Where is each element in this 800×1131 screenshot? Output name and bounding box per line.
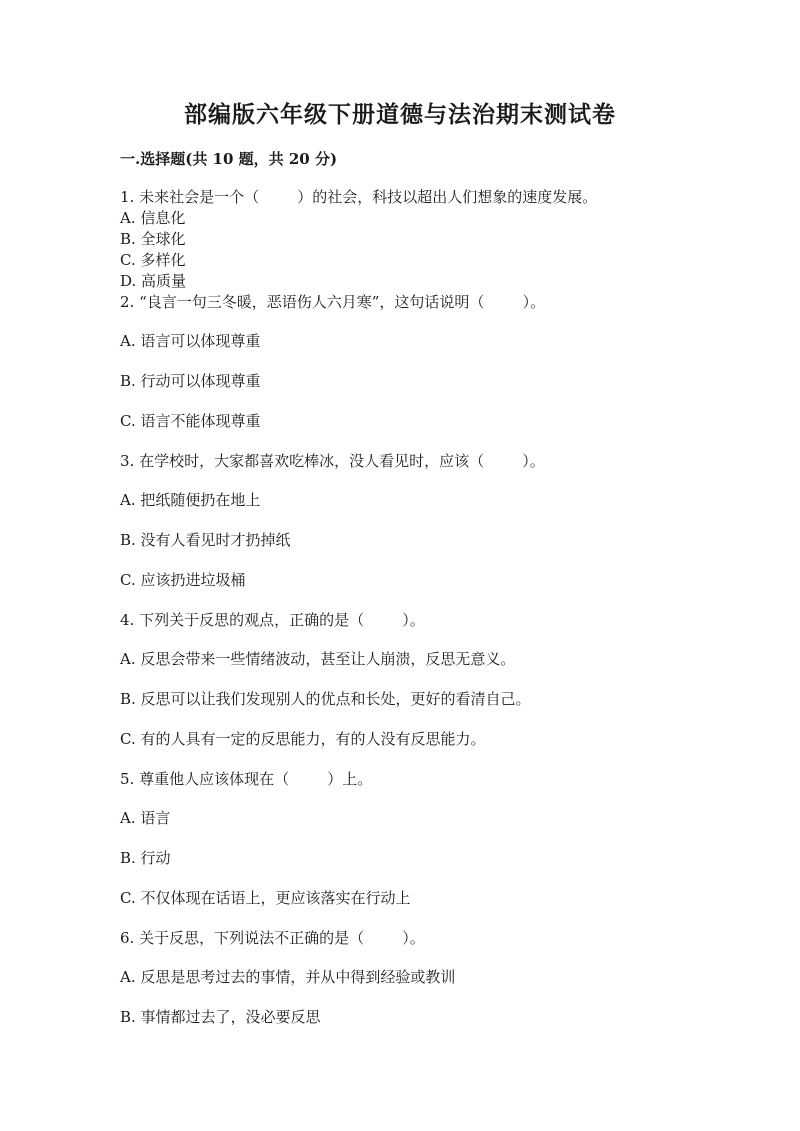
question-5-option-c: C. 不仅体现在话语上，更应该落实在行动上 [120, 889, 411, 907]
question-1-option-a: A. 信息化 [120, 209, 186, 227]
question-6-stem: 6. 关于反思，下列说法不正确的是（ ）。 [120, 929, 425, 947]
question-4-stem: 4. 下列关于反思的观点，正确的是（ ）。 [120, 611, 425, 629]
question-1-stem: 1. 未来社会是一个（ ）的社会，科技以超出人们想象的速度发展。 [120, 188, 598, 206]
question-5-option-b: B. 行动 [120, 849, 171, 867]
page-title: 部编版六年级下册道德与法治期末测试卷 [184, 101, 616, 128]
question-6-option-a: A. 反思是思考过去的事情，并从中得到经验或教训 [120, 968, 456, 986]
question-5-stem: 5. 尊重他人应该体现在（ ）上。 [120, 770, 373, 788]
question-6-option-b: B. 事情都过去了，没必要反思 [120, 1008, 321, 1026]
question-2-option-c: C. 语言不能体现尊重 [120, 412, 261, 430]
question-3-option-b: B. 没有人看见时才扔掉纸 [120, 531, 291, 549]
question-4-option-c: C. 有的人具有一定的反思能力，有的人没有反思能力。 [120, 730, 486, 748]
question-1-option-c: C. 多样化 [120, 251, 186, 269]
question-1-option-b: B. 全球化 [120, 230, 186, 248]
question-3-stem: 3. 在学校时，大家都喜欢吃棒冰，没人看见时，应该（ ）。 [120, 452, 545, 470]
question-2-option-a: A. 语言可以体现尊重 [120, 332, 261, 350]
question-3-option-c: C. 应该扔进垃圾桶 [120, 571, 246, 589]
question-2-option-b: B. 行动可以体现尊重 [120, 372, 261, 390]
question-4-option-b: B. 反思可以让我们发现别人的优点和长处，更好的看清自己。 [120, 690, 531, 708]
section-heading: 一.选择题(共 10 题，共 20 分) [120, 150, 338, 168]
question-1-option-d: D. 高质量 [120, 272, 187, 290]
question-2-stem: 2. “良言一句三冬暖，恶语伤人六月寒”，这句话说明（ ）。 [120, 293, 546, 311]
question-4-option-a: A. 反思会带来一些情绪波动，甚至让人崩溃，反思无意义。 [120, 650, 516, 668]
question-3-option-a: A. 把纸随便扔在地上 [120, 491, 261, 509]
question-5-option-a: A. 语言 [120, 809, 171, 827]
